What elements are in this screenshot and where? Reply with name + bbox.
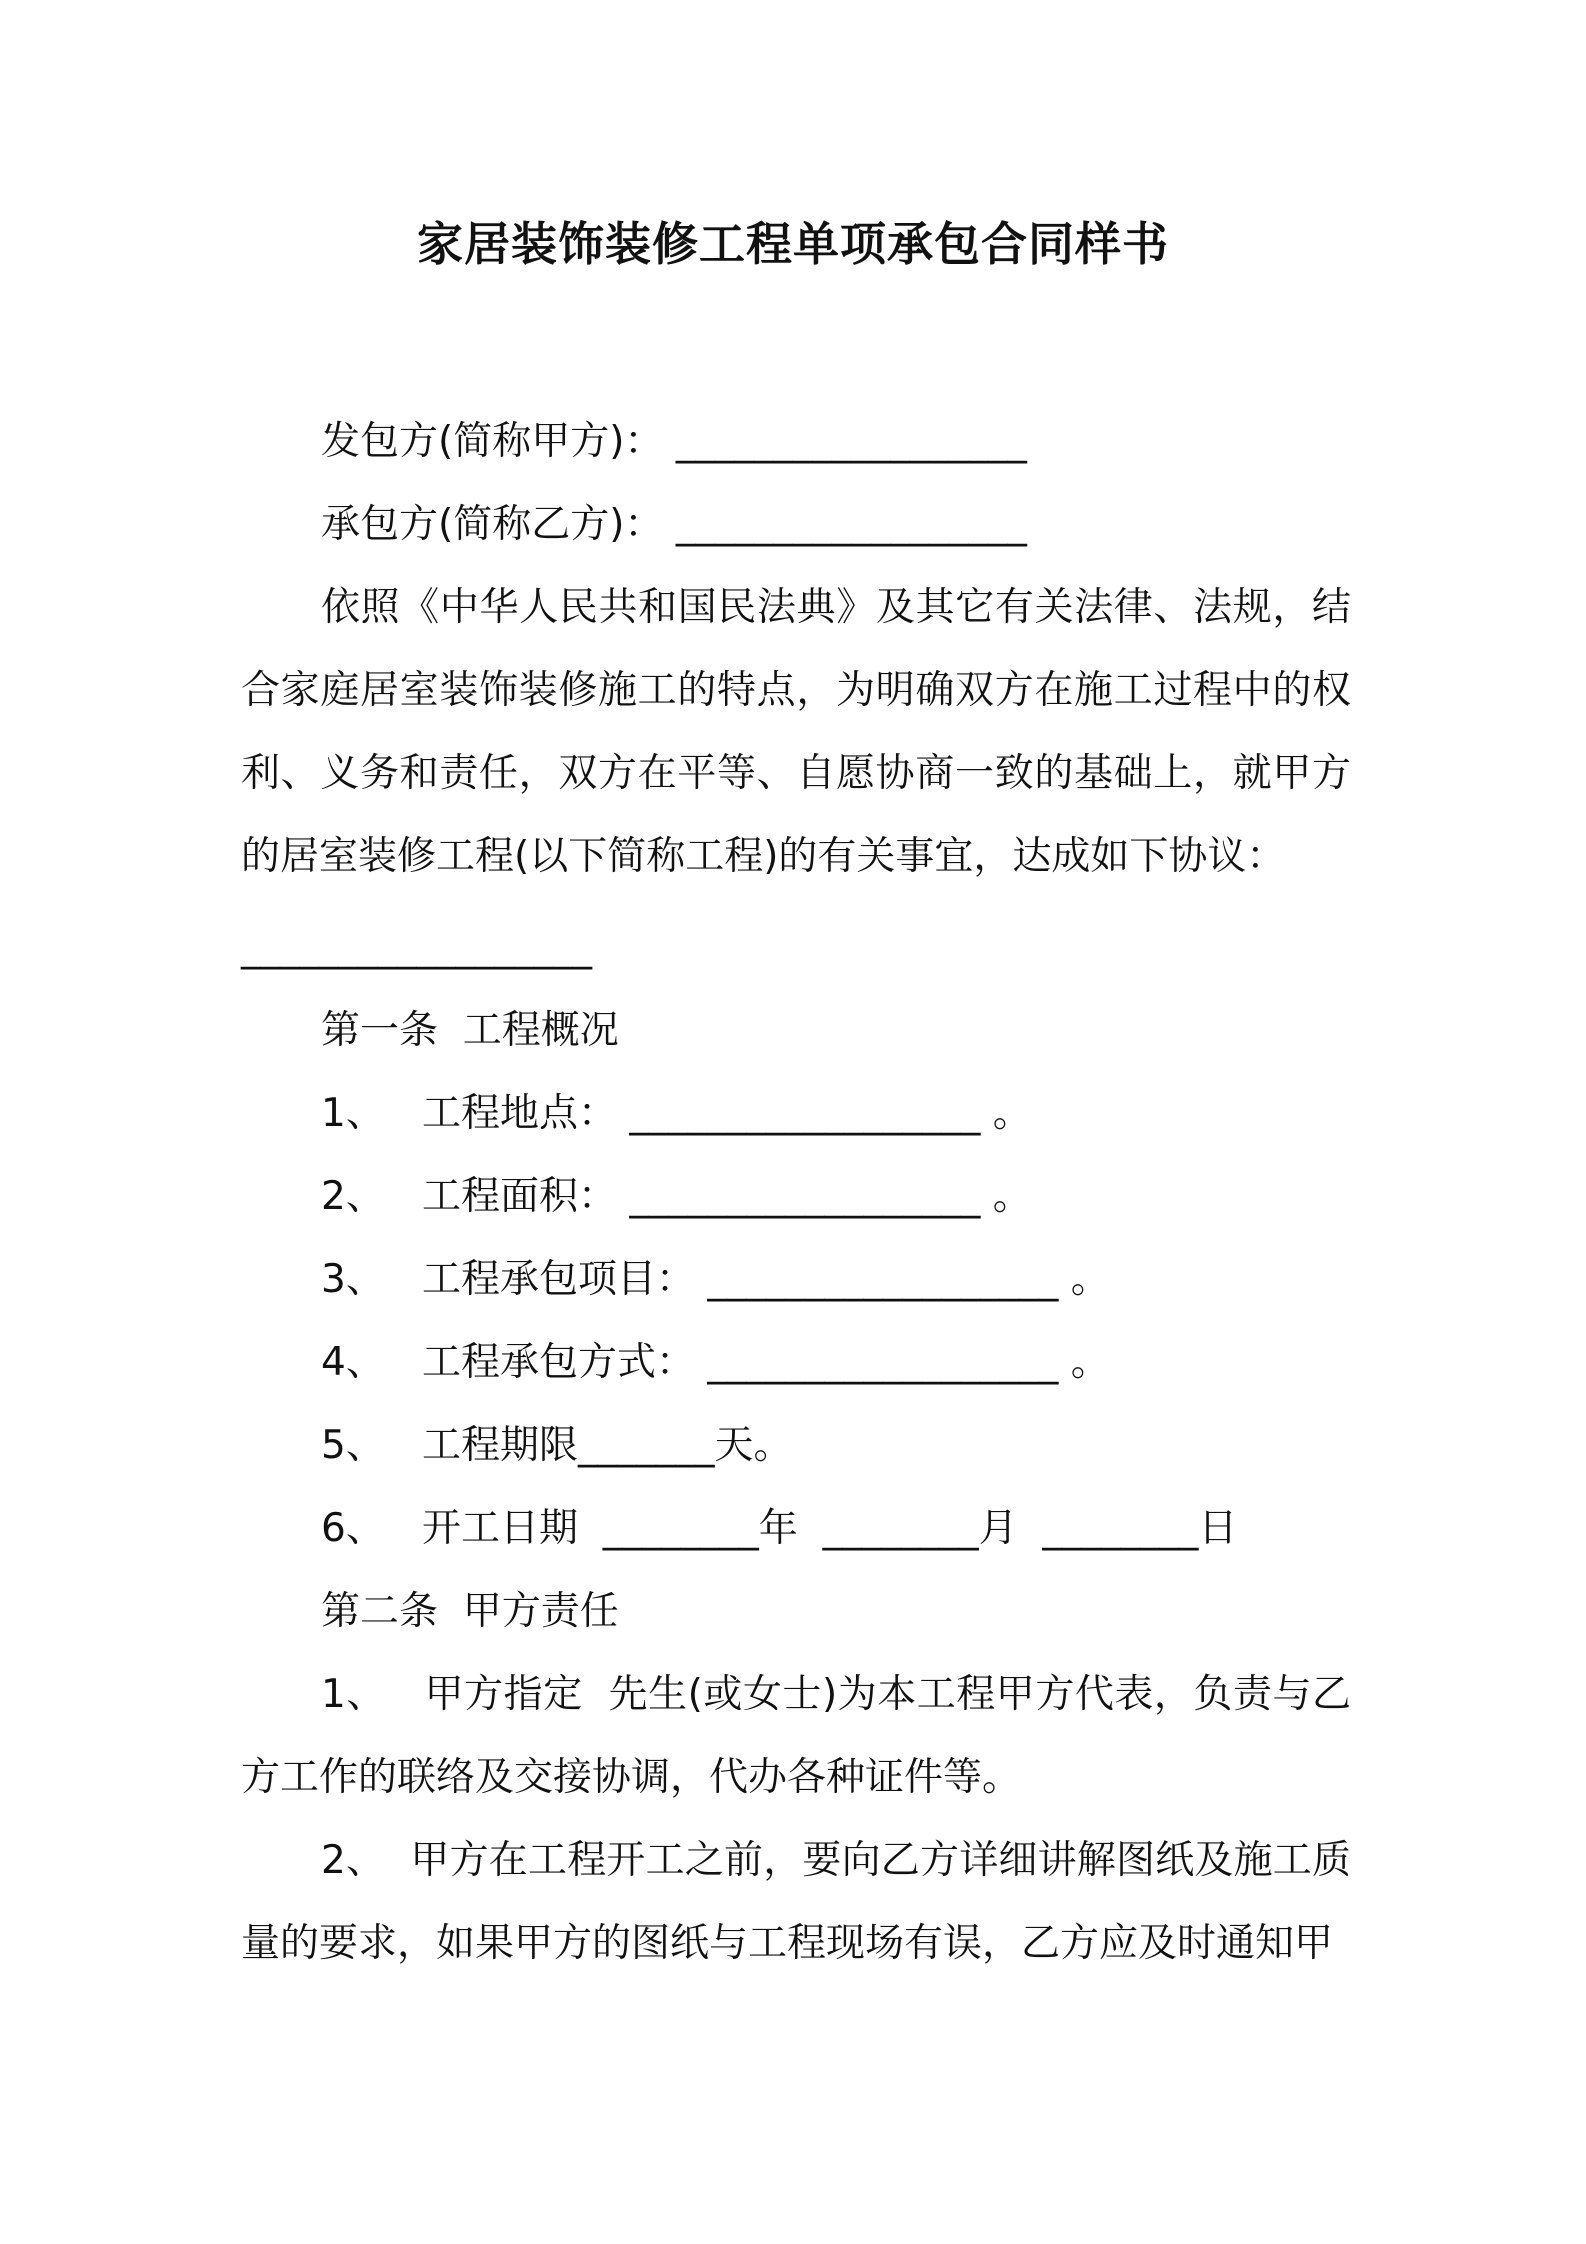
article-1-item-4: 4、 工程承包方式： __________________ 。 (321, 1340, 1110, 1385)
preamble-blank: __________________ (241, 925, 592, 970)
article-1-item-5: 5、 工程期限_______天。 (321, 1423, 793, 1468)
article-1-heading: 第一条 工程概况 (321, 1008, 619, 1053)
preamble-paragraph: 依照《中华人民共和国民法典》及其它有关法律、法规，结合家庭居室装饰装修施工的特点，为明确双方在施工过程中的权利、义务和责任，双方在平等、自愿协商一致的基础上，就甲方的居室装修工程(以下简称工程)的有关事宜，达成如下协议： (241, 585, 1351, 879)
article-2-heading: 第二条 甲方责任 (321, 1589, 619, 1634)
article-1-item-1: 1、 工程地点： __________________ 。 (321, 1091, 1032, 1136)
party-b-line: 承包方(简称乙方)： __________________ (321, 502, 1027, 547)
document-title: 家居装饰装修工程单项承包合同样书 (417, 217, 1169, 271)
party-a-line: 发包方(简称甲方)： __________________ (321, 419, 1027, 464)
article-2-item-2: 2、 甲方在工程开工之前，要向乙方详细讲解图纸及施工质量的要求，如果甲方的图纸与工程现场有误，乙方应及时通知甲 (241, 1838, 1351, 1966)
article-2-item-1: 1、 甲方指定 先生(或女士)为本工程甲方代表，负责与乙方工作的联络及交接协调，代办各种证件等。 (241, 1672, 1351, 1800)
article-1-item-6: 6、 开工日期 ________年 ________月 ________日 (321, 1506, 1238, 1551)
article-1-item-3: 3、 工程承包项目： __________________ 。 (321, 1257, 1110, 1302)
document-body (241, 400, 1351, 1985)
article-1-item-2: 2、 工程面积： __________________ 。 (321, 1174, 1032, 1219)
